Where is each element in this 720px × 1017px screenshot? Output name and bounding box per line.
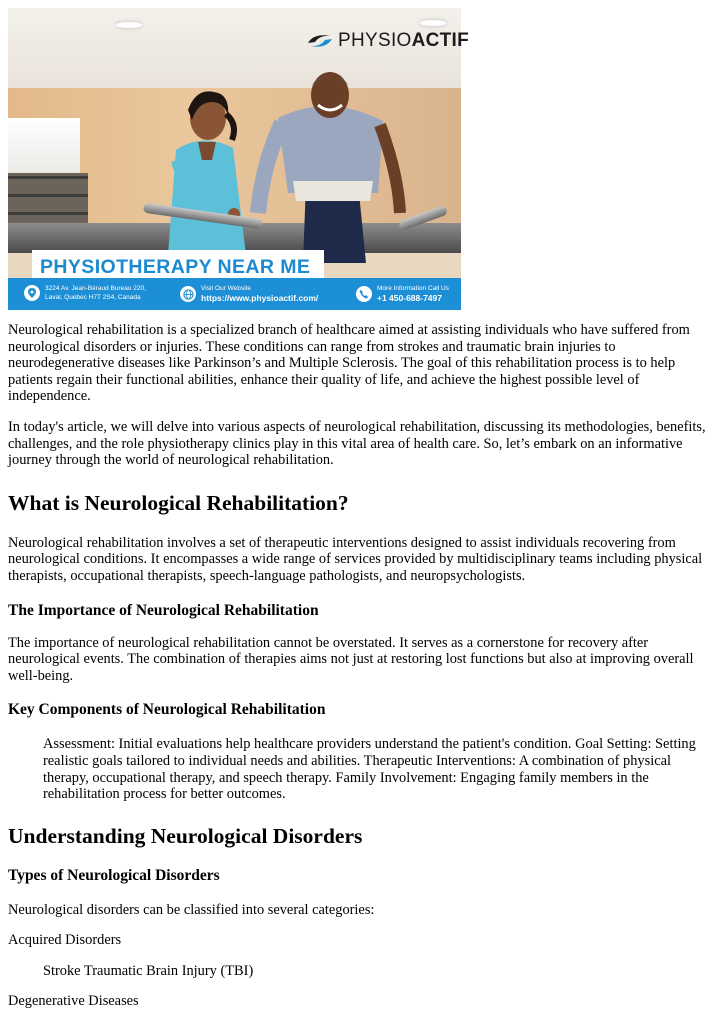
brand-name: PHYSIOACTIF bbox=[338, 30, 470, 51]
ceiling-light bbox=[116, 22, 142, 28]
globe-icon bbox=[180, 286, 196, 302]
category-acquired: Acquired Disorders bbox=[8, 932, 122, 949]
headline-text: PHYSIOTHERAPY NEAR ME bbox=[40, 255, 311, 278]
list-acquired: Stroke Traumatic Brain Injury (TBI) bbox=[43, 962, 254, 979]
address-line-1: 3224 Av. Jean-Béraud Bureau 220, bbox=[45, 285, 146, 292]
paragraph-key-components: Assessment: Initial evaluations help healthcare providers understand the patient's condition. Goal Setting: Setting realistic goals tailored to individual needs and abilities. Therapeutic Interventions: A combination of physical therapy, occupational therapy, and speech therapy. Family Involvement: Engaging family members in the rehabilitation process for better outcomes. bbox=[43, 736, 696, 803]
phone-icon bbox=[356, 286, 372, 302]
heading-understanding: Understanding Neurological Disorders bbox=[8, 823, 363, 848]
article-body bbox=[8, 322, 714, 1010]
location-pin-icon bbox=[24, 285, 40, 301]
intro-paragraph-2: In today's article, we will delve into various aspects of neurological rehabilitation, discussing its methodologies, benefits, challenges, and the role physiotherapy clinics play in this vital area of health care. So, let’s embark on an informative journey through the world of neurological rehabilitation. bbox=[8, 418, 706, 469]
phone-info bbox=[356, 284, 449, 304]
phone-number[interactable]: +1 450-688-7497 bbox=[377, 293, 442, 303]
ceiling-light bbox=[420, 20, 446, 26]
logo-swoosh-icon bbox=[306, 32, 334, 50]
heading-key-components: Key Components of Neurological Rehabilitation bbox=[8, 701, 326, 719]
heading-types: Types of Neurological Disorders bbox=[8, 866, 220, 884]
intro-paragraph-1: Neurological rehabilitation is a specialized branch of healthcare aimed at assisting individuals who have suffered from neurological disorders or injuries. These conditions can range from strokes and traumatic brain injuries to neurodegenerative diseases like Parkinson’s and Multiple Sclerosis. The goal of this rehabilitation process is to help patients regain their functional abilities, enhance their quality of life, and achieve the highest possible level of independence. bbox=[8, 322, 690, 405]
contact-bar bbox=[8, 278, 461, 310]
heading-importance: The Importance of Neurological Rehabilitation bbox=[8, 601, 319, 619]
phone-label: More Information Call Us bbox=[377, 285, 449, 292]
paragraph-types: Neurological disorders can be classified into several categories: bbox=[8, 901, 375, 918]
paragraph-importance: The importance of neurological rehabilitation cannot be overstated. It serves as a cornerstone for recovery after neurological events. The combination of therapies aims not just at restoring lost functions but also at improving overall well-being. bbox=[8, 634, 694, 684]
category-degenerative: Degenerative Diseases bbox=[8, 993, 139, 1010]
website-url[interactable]: https://www.physioactif.com/ bbox=[201, 293, 319, 303]
address-line-2: Laval, Quebec H7T 2S4, Canada bbox=[45, 294, 141, 301]
patient-figure bbox=[248, 63, 408, 263]
paragraph-what-is: Neurological rehabilitation involves a set of therapeutic interventions designed to assist individuals recovering from neurological conditions. It encompasses a wide range of services provided by multidisciplinary teams including physical therapists, occupational therapists, speech-language pathologists, and neuropsychologists. bbox=[8, 534, 703, 584]
address-info bbox=[24, 284, 146, 302]
website-label: Visit Our Website bbox=[201, 285, 251, 292]
website-info bbox=[180, 284, 318, 304]
hero-banner bbox=[8, 8, 470, 310]
brand-logo bbox=[306, 30, 469, 52]
therapist-figure bbox=[158, 80, 258, 255]
heading-what-is: What is Neurological Rehabilitation? bbox=[8, 490, 349, 515]
